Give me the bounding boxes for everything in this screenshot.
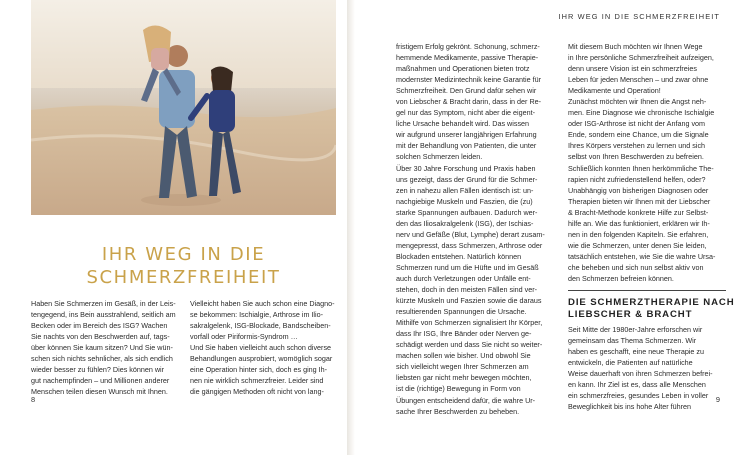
text-line: che beheben und sich nun selbst aktiv von [568, 262, 704, 272]
text-line: uns gezeigt, dass der Grund für die Schmer- [396, 174, 538, 184]
text-line: sich vielleicht wegen Ihrer Schmerzen am [396, 362, 529, 372]
text-line: Blockaden entstehen. Natürlich können [396, 251, 522, 261]
text-line: gut nachempfinden – und Millionen anderer [31, 376, 170, 386]
page-number-left: 8 [31, 395, 36, 404]
text-line: en kann. Ihr Ziel ist es, dass alle Menschen [568, 380, 706, 390]
text-line: nachgiebige Muskeln und Faszien, die (zu) [396, 196, 533, 206]
text-line: kürzte Muskeln und Faszien sowie die daraus [396, 296, 542, 306]
text-line: selbst von Ihren Beschwerden zu befreien. [568, 152, 704, 162]
text-line: Seit Mitte der 1980er-Jahre erforschen wir [568, 325, 703, 334]
text-line: Beweglichkeit bis ins hohe Alter führen [568, 402, 692, 412]
section-heading [568, 297, 735, 321]
text-line: liebsten gar nicht mehr bewegen möchten, [396, 373, 532, 383]
text-line: fristigem Erfolg gekrönt. Schonung, schmerz- [396, 42, 540, 51]
text-line: ein schmerzfreies, gesundes Leben in voller [568, 391, 709, 401]
text-line: mit der Behandlung von Patienten, die unter [396, 141, 537, 151]
text-line: Zunächst möchten wir Ihnen die Angst neh- [568, 97, 707, 107]
family-beach-photo [31, 0, 336, 215]
chapter-heading-line-2: SCHMERZFREIHEIT [86, 267, 281, 288]
text-line: zen in nahezu allen Fällen identisch ist: un- [396, 185, 534, 195]
page-number-right: 9 [715, 395, 720, 404]
text-line: entwickeln, die Patienten auf natürliche [568, 358, 693, 368]
text-line: & Bracht-Methode konkrete Hilfe zur Selbst- [568, 207, 709, 217]
text-line: gemeinsam das Thema Schmerzen. Wir [568, 336, 697, 346]
text-line: Ihres Körpers verstehen zu lernen und sich [568, 141, 706, 151]
left-page [0, 0, 347, 455]
text-column-1 [31, 298, 186, 397]
text-line: eine Operation hinter sich, doch es ging Ih- [190, 365, 328, 375]
running-head: IHR WEG IN DIE SCHMERZFREIHEIT [558, 12, 720, 21]
book-gutter [347, 0, 355, 455]
text-line: maßnahmen und Operationen bieten trotz [396, 64, 530, 74]
text-line: Becken oder im Bereich des ISG? Wachen [31, 321, 168, 331]
text-line: schen sich nichts sehnlicher, als sich endlich [31, 354, 173, 364]
text-line: von Liebscher & Bracht darin, dass in der Re- [396, 97, 542, 107]
text-line: resultierenden Spannungen die Ursache. [396, 307, 527, 317]
section-heading-line-1: DIE SCHMERZTHERAPIE NACH [568, 297, 735, 308]
text-line: Therapien bieten wir Ihnen mit der Liebscher [568, 196, 711, 206]
text-line: Übungen entscheidend dafür, die wahre Ur- [396, 395, 536, 405]
text-line: Behandlungen ausprobiert, womöglich sogar [190, 354, 333, 364]
text-line: hilfe an. Wie das funktioniert, erklären wir Ih- [568, 218, 710, 228]
text-line: sakralgelenk, ISG-Blockade, Bandscheiben- [190, 321, 331, 331]
text-line: stehen, doch in den meisten Fällen sind ver- [396, 285, 538, 295]
text-line: auch durch Verletzungen oder Unfälle ent- [396, 273, 531, 283]
text-line: gel nur das Symptom, nicht aber die eigent- [396, 108, 536, 118]
text-line: starke Spannungen aufbauen. Dadurch wer- [396, 207, 538, 217]
text-column-4 [568, 41, 728, 284]
text-line: vorfall oder Piriformis-Syndrom … [190, 332, 298, 342]
text-line: Weise dauerhaft von ihren Schmerzen befrei- [568, 369, 713, 379]
text-line: machen sollen wie bisher. Und obwohl Sie [396, 351, 531, 361]
text-line: tatsächlich entstehen, wie Sie die wahre Ursa- [568, 251, 716, 261]
chapter-heading-line-1: IHR WEG IN DIE [101, 244, 266, 265]
text-line: Mit diesem Buch möchten wir Ihnen Wege [568, 42, 703, 51]
text-line: Vielleicht haben Sie auch schon eine Diagno- [190, 299, 335, 308]
chapter-heading [31, 243, 336, 289]
text-column-2 [190, 298, 340, 397]
text-line: Mithilfe von Schmerzen signalisiert Ihr Körper, [396, 318, 543, 328]
text-line: dass Ihr ISG, Ihre Bänder oder Nerven ge- [396, 329, 532, 339]
text-line: Unabhängig von bisherigen Diagnosen oder [568, 185, 709, 195]
text-line: über können Sie kaum sitzen? Und Sie wün- [31, 343, 173, 353]
text-line: Schmerzfreiheit. Den Grund dafür sehen wir [396, 86, 537, 96]
text-column-3 [396, 41, 556, 417]
text-line: mengepresst, dass Schmerzen, Arthrose oder [396, 240, 543, 250]
text-line: tengegend, ins Bein ausstrahlend, seitlich am [31, 310, 176, 320]
text-line: wieder besser zu fühlen? Dies können wir [31, 365, 165, 375]
text-column-5 [568, 324, 728, 412]
text-line: nen in den folgenden Kapiteln. Sie erfahren, [568, 229, 709, 239]
section-heading-line-2: LIEBSCHER & BRACHT [568, 309, 693, 320]
text-line: Medikamente und Operation! [568, 86, 661, 96]
text-line: denn unsere Vision ist ein schmerzfreies [568, 64, 697, 74]
text-line: sache Ihrer Beschwerden zu beheben. [396, 406, 520, 416]
text-line: wie die Schmerzen, unter denen Sie leiden, [568, 240, 707, 250]
text-line: Leben für jeden Menschen – und zwar ohne [568, 75, 709, 85]
text-line: schädigt werden und dass Sie nicht so weiter- [396, 340, 543, 350]
text-line: Ende, sondern eine Chance, um die Signale [568, 130, 709, 140]
text-line: die gängigen Methoden oft nicht von lang- [190, 387, 324, 397]
text-line: Über 30 Jahre Forschung und Praxis haben [396, 163, 536, 173]
text-line: ist die (richtige) Bewegung in Form von [396, 384, 521, 394]
text-line: Schmerzen rund um die Hüfte und im Gesäß [396, 262, 539, 272]
text-line: den das Iliosakralgelenk (ISG), der Ischias- [396, 218, 534, 228]
text-line: Sie nachts von den Beschwerden auf, tags- [31, 332, 170, 342]
text-line: Schließlich konnten Ihnen herkömmliche The- [568, 163, 714, 173]
text-line: in Ihre persönliche Schmerzfreiheit aufzeigen, [568, 53, 714, 63]
text-line: hemmende Medikamente, passive Therapie- [396, 53, 539, 63]
section-divider [568, 290, 726, 291]
text-line: Und Sie haben vielleicht auch schon diverse [190, 343, 332, 353]
text-line: modernster Medizintechnik keine Garantie für [396, 75, 542, 85]
text-line: men. Eine Diagnose wie chronische Ischialgie [568, 108, 715, 118]
text-line: rapien nicht zufriedenstellend helfen, oder? [568, 174, 706, 184]
text-line: haben es geschafft, eine neue Therapie zu [568, 347, 705, 357]
text-line: oder ISG-Arthrose ist nicht der Anfang vom [568, 119, 706, 129]
text-line: se bekommen: Ischialgie, Arthrose im Ilio- [190, 310, 324, 320]
text-line: den Schmerzen befreien können. [568, 273, 674, 283]
text-line: Haben Sie Schmerzen im Gesäß, in der Leis- [31, 299, 176, 308]
text-line: nerv und Gefäße (Blut, Lymphe) derart zusam- [396, 229, 545, 239]
text-line: wir aufgrund unserer langjährigen Erfahrung [396, 130, 537, 140]
text-line: liche Ursache behandelt wird. Das wissen [396, 119, 530, 129]
text-line: solchen Schmerzen leiden. [396, 152, 483, 162]
text-line: nen nie wirklich schmerzfreier. Leider sind [190, 376, 324, 386]
text-line: Menschen teilen diesen Wunsch mit Ihnen. [31, 387, 168, 397]
